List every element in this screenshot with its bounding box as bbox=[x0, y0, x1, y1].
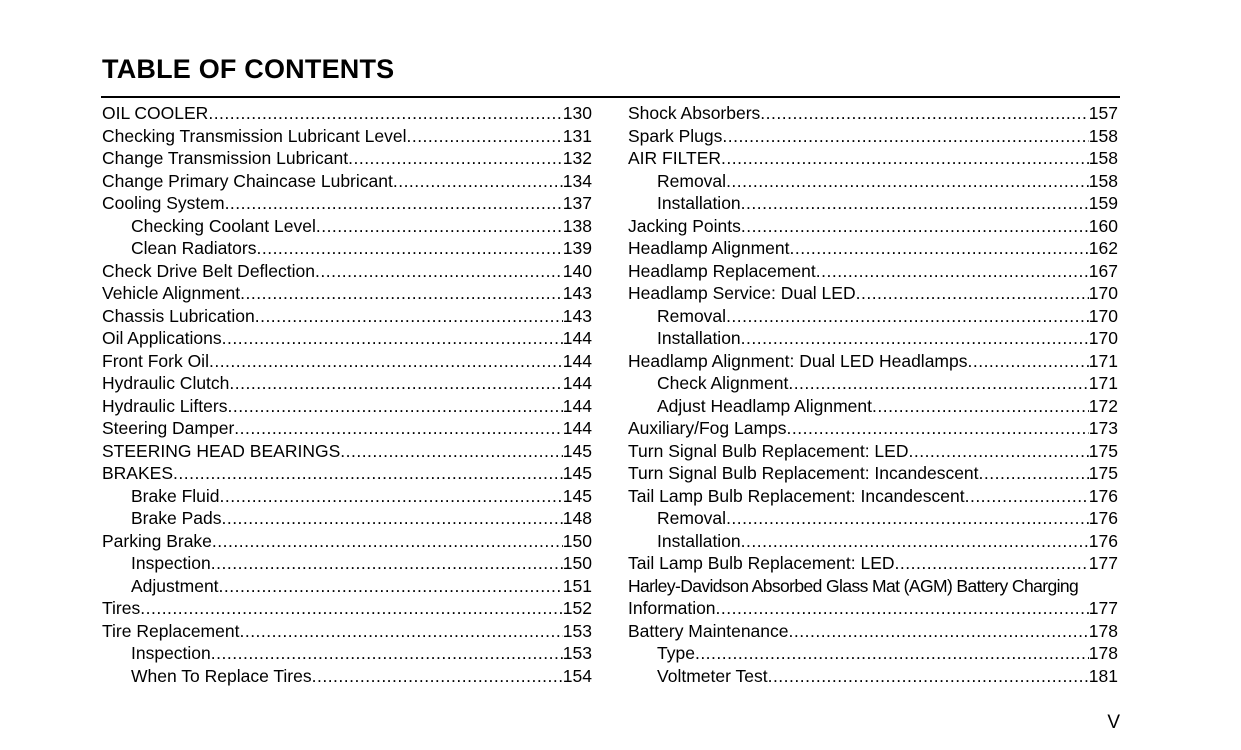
toc-entry-label: Turn Signal Bulb Replacement: LED bbox=[628, 440, 909, 461]
toc-entry-page: 173 bbox=[1088, 418, 1118, 438]
toc-column-right bbox=[628, 102, 1118, 687]
toc-entry-label: Parking Brake bbox=[102, 530, 212, 551]
toc-entry-page: 176 bbox=[1088, 485, 1118, 506]
toc-entry-page: 132 bbox=[562, 148, 592, 168]
dot-leader bbox=[211, 642, 563, 665]
dot-leader bbox=[316, 215, 563, 238]
toc-entry[interactable] bbox=[102, 530, 592, 553]
toc-entry[interactable] bbox=[628, 417, 1118, 440]
toc-entry-page: 144 bbox=[562, 395, 592, 416]
toc-entry[interactable] bbox=[628, 575, 1118, 598]
toc-entry-label: Front Fork Oil bbox=[102, 350, 209, 371]
toc-entry-page: 158 bbox=[1088, 170, 1118, 191]
toc-entry-label: Voltmeter Test bbox=[657, 665, 768, 686]
toc-entry-page: 152 bbox=[562, 598, 592, 618]
toc-entry-label: Adjustment bbox=[131, 575, 219, 596]
toc-entry-label: Adjust Headlamp Alignment bbox=[657, 395, 872, 416]
toc-entry-label: AIR FILTER bbox=[628, 148, 722, 168]
dot-leader bbox=[225, 192, 563, 215]
toc-entry[interactable] bbox=[628, 260, 1118, 283]
dot-leader bbox=[406, 125, 562, 148]
toc-entry-page: 170 bbox=[1088, 283, 1118, 303]
toc-entry-label: Tail Lamp Bulb Replacement: Incandescent bbox=[628, 485, 965, 506]
toc-entry-page: 145 bbox=[562, 463, 592, 483]
toc-entry-label: Jacking Points bbox=[628, 215, 741, 236]
toc-entry-label: Auxiliary/Fog Lamps bbox=[628, 418, 787, 438]
dot-leader bbox=[726, 305, 1089, 328]
toc-entry-page: 134 bbox=[562, 170, 592, 191]
toc-entry[interactable] bbox=[102, 192, 592, 215]
toc-entry-label: Cooling System bbox=[102, 193, 225, 213]
toc-entry-label: Shock Absorbers bbox=[628, 103, 761, 123]
toc-entry[interactable] bbox=[628, 507, 1118, 530]
dot-leader bbox=[716, 597, 1089, 620]
dot-leader bbox=[340, 440, 563, 463]
toc-entry-page: 172 bbox=[1088, 395, 1118, 416]
toc-entry-label: Check Alignment bbox=[657, 373, 789, 393]
dot-leader bbox=[816, 260, 1089, 283]
toc-entry[interactable] bbox=[628, 305, 1118, 328]
toc-column-left bbox=[102, 102, 592, 687]
toc-entry-label: Installation bbox=[657, 530, 741, 551]
toc-entry-page: 130 bbox=[562, 103, 592, 123]
toc-entry-page: 144 bbox=[562, 350, 592, 371]
toc-entry-page: 140 bbox=[562, 260, 592, 281]
dot-leader bbox=[789, 237, 1088, 260]
toc-entry-page: 137 bbox=[562, 193, 592, 213]
toc-entry[interactable] bbox=[628, 552, 1118, 575]
toc-entry[interactable] bbox=[102, 665, 592, 688]
toc-entry-label: Chassis Lubrication bbox=[102, 305, 255, 326]
toc-entry-page: 171 bbox=[1088, 350, 1118, 371]
dot-leader bbox=[212, 530, 563, 553]
toc-entry-label: Brake Fluid bbox=[131, 485, 220, 506]
toc-entry[interactable] bbox=[628, 530, 1118, 553]
dot-leader bbox=[209, 350, 563, 373]
toc-entry-label: Change Transmission Lubricant bbox=[102, 148, 349, 168]
toc-entry-page: 170 bbox=[1088, 328, 1118, 348]
dot-leader bbox=[895, 552, 1089, 575]
toc-entry[interactable] bbox=[628, 597, 1118, 620]
toc-entry[interactable] bbox=[628, 372, 1118, 395]
toc-entry-label: Inspection bbox=[131, 553, 211, 573]
toc-entry-page: 170 bbox=[1088, 305, 1118, 326]
toc-entry-page: 150 bbox=[562, 553, 592, 573]
toc-entry-page: 162 bbox=[1088, 238, 1118, 258]
toc-entry-label: Brake Pads bbox=[131, 508, 222, 528]
toc-entry-page: 177 bbox=[1088, 553, 1118, 573]
toc-entry[interactable] bbox=[102, 417, 592, 440]
toc-entry[interactable] bbox=[102, 350, 592, 373]
dot-leader bbox=[221, 507, 562, 530]
dot-leader bbox=[173, 462, 563, 485]
dot-leader bbox=[741, 192, 1089, 215]
toc-entry-page: 144 bbox=[562, 418, 592, 438]
toc-entry-page: 175 bbox=[1088, 463, 1118, 483]
dot-leader bbox=[741, 215, 1089, 238]
toc-entry-label: Information bbox=[628, 598, 716, 618]
toc-entry-label: Headlamp Alignment: Dual LED Headlamps bbox=[628, 350, 968, 371]
dot-leader bbox=[722, 125, 1088, 148]
dot-leader bbox=[227, 395, 562, 418]
toc-entry-page: 175 bbox=[1088, 440, 1118, 461]
toc-entry[interactable] bbox=[102, 395, 592, 418]
toc-entry-label: BRAKES bbox=[102, 463, 173, 483]
dot-leader bbox=[315, 260, 563, 283]
toc-entry-page: 159 bbox=[1088, 193, 1118, 213]
toc-entry[interactable] bbox=[628, 440, 1118, 463]
dot-leader bbox=[695, 642, 1089, 665]
toc-entry-page: 144 bbox=[562, 328, 592, 348]
toc-entry[interactable] bbox=[102, 102, 592, 125]
dot-leader bbox=[219, 575, 563, 598]
toc-entry-page: 151 bbox=[562, 575, 592, 596]
toc-entry[interactable] bbox=[102, 282, 592, 305]
dot-leader bbox=[741, 530, 1089, 553]
toc-entry-label: Hydraulic Clutch bbox=[102, 373, 230, 393]
dot-leader bbox=[348, 147, 563, 170]
toc-entry-page: 138 bbox=[562, 215, 592, 236]
toc-entry-label: Vehicle Alignment bbox=[102, 283, 241, 303]
dot-leader bbox=[234, 417, 563, 440]
toc-entry-label: Oil Applications bbox=[102, 328, 222, 348]
toc-entry[interactable] bbox=[102, 552, 592, 575]
toc-entry[interactable] bbox=[102, 620, 592, 643]
toc-entry[interactable] bbox=[102, 507, 592, 530]
toc-entry-label: Inspection bbox=[131, 643, 211, 663]
toc-entry[interactable] bbox=[102, 642, 592, 665]
dot-leader bbox=[255, 305, 563, 328]
toc-entry-label: Turn Signal Bulb Replacement: Incandescent bbox=[628, 463, 979, 483]
dot-leader bbox=[741, 327, 1089, 350]
toc-entry[interactable] bbox=[628, 350, 1118, 373]
toc-entry[interactable] bbox=[102, 260, 592, 283]
toc-entry[interactable] bbox=[628, 642, 1118, 665]
dot-leader bbox=[760, 102, 1089, 125]
toc-entry-page: 167 bbox=[1088, 260, 1118, 281]
dot-leader bbox=[239, 620, 562, 643]
dot-leader bbox=[256, 237, 562, 260]
dot-leader bbox=[211, 552, 563, 575]
toc-entry-page: 171 bbox=[1088, 373, 1118, 393]
toc-entry-page: 176 bbox=[1088, 530, 1118, 551]
toc-entry-page: 154 bbox=[562, 665, 592, 686]
toc-entry[interactable] bbox=[628, 215, 1118, 238]
dot-leader bbox=[220, 485, 563, 508]
page-title: TABLE OF CONTENTS bbox=[102, 54, 395, 84]
toc-entry-page: 181 bbox=[1088, 665, 1118, 686]
toc-entry-label: Check Drive Belt Deflection bbox=[102, 260, 315, 281]
toc-entry-page: 157 bbox=[1088, 103, 1118, 123]
dot-leader bbox=[768, 665, 1089, 688]
toc-entry[interactable] bbox=[102, 485, 592, 508]
toc-entry-label: Steering Damper bbox=[102, 418, 235, 438]
toc-entry-page: 160 bbox=[1088, 215, 1118, 236]
dot-leader bbox=[312, 665, 563, 688]
toc-entry-page: 153 bbox=[562, 643, 592, 663]
toc-entry-label: Installation bbox=[657, 193, 741, 213]
toc-entry[interactable] bbox=[102, 440, 592, 463]
toc-entry-page: 131 bbox=[562, 125, 592, 146]
toc-entry[interactable] bbox=[628, 282, 1118, 305]
toc-entry-page: 158 bbox=[1088, 148, 1118, 168]
toc-entry[interactable] bbox=[628, 170, 1118, 193]
dot-leader bbox=[726, 507, 1089, 530]
toc-entry-label: Headlamp Service: Dual LED bbox=[628, 283, 856, 303]
toc-entry[interactable] bbox=[628, 192, 1118, 215]
toc-entry-label: Removal bbox=[657, 305, 727, 326]
dot-leader bbox=[721, 147, 1089, 170]
toc-entry-label: Harley-Davidson Absorbed Glass Mat (AGM) Battery Charging bbox=[628, 575, 1079, 596]
toc-entry-page: 178 bbox=[1088, 643, 1118, 663]
dot-leader bbox=[908, 440, 1088, 463]
dot-leader bbox=[393, 170, 563, 193]
toc-entry[interactable] bbox=[628, 395, 1118, 418]
toc-entry[interactable] bbox=[102, 372, 592, 395]
toc-entry-page: 176 bbox=[1088, 508, 1118, 528]
toc-entry-page: 148 bbox=[562, 508, 592, 528]
toc-entry-label: Change Primary Chaincase Lubricant bbox=[102, 170, 393, 191]
toc-entry-label: OIL COOLER bbox=[102, 103, 209, 123]
toc-entry-page: 144 bbox=[562, 373, 592, 393]
toc-entry-label: Headlamp Alignment bbox=[628, 238, 790, 258]
toc-entry-label: Type bbox=[657, 643, 695, 663]
dot-leader bbox=[229, 372, 562, 395]
toc-entry[interactable] bbox=[628, 125, 1118, 148]
dot-leader bbox=[872, 395, 1089, 418]
toc-entry-label: Hydraulic Lifters bbox=[102, 395, 228, 416]
dot-leader bbox=[856, 282, 1089, 305]
toc-entry-label: Checking Transmission Lubricant Level bbox=[102, 125, 407, 146]
toc-entry[interactable] bbox=[628, 147, 1118, 170]
dot-leader bbox=[140, 597, 563, 620]
page-number: V bbox=[1107, 712, 1120, 733]
dot-leader bbox=[222, 327, 563, 350]
toc-entry-page: 150 bbox=[562, 530, 592, 551]
toc-entry[interactable] bbox=[102, 215, 592, 238]
toc-entry-page: 177 bbox=[1088, 598, 1118, 618]
toc-entry[interactable] bbox=[628, 102, 1118, 125]
toc-entry-label: Battery Maintenance bbox=[628, 620, 789, 641]
toc-entry[interactable] bbox=[628, 620, 1118, 643]
toc-entry[interactable] bbox=[102, 597, 592, 620]
toc-entry-page: 178 bbox=[1088, 620, 1118, 641]
toc-entry-label: Removal bbox=[657, 170, 727, 191]
toc-entry[interactable] bbox=[102, 125, 592, 148]
toc-entry-label: STEERING HEAD BEARINGS bbox=[102, 440, 341, 461]
toc-entry[interactable] bbox=[102, 305, 592, 328]
dot-leader bbox=[726, 170, 1089, 193]
toc-entry-label: Checking Coolant Level bbox=[131, 215, 316, 236]
toc-entry[interactable] bbox=[102, 462, 592, 485]
toc-entry[interactable] bbox=[102, 147, 592, 170]
toc-entry-page: 158 bbox=[1088, 125, 1118, 146]
toc-entry[interactable] bbox=[628, 462, 1118, 485]
toc-entry[interactable] bbox=[102, 237, 592, 260]
toc-entry-page: 153 bbox=[562, 620, 592, 641]
dot-leader bbox=[965, 485, 1089, 508]
toc-entry-page: 139 bbox=[562, 238, 592, 258]
dot-leader bbox=[967, 350, 1088, 373]
toc-entry-label: Tail Lamp Bulb Replacement: LED bbox=[628, 553, 895, 573]
toc-entry-label: Installation bbox=[657, 328, 741, 348]
dot-leader bbox=[789, 620, 1089, 643]
title-rule bbox=[101, 96, 1120, 98]
dot-leader bbox=[240, 282, 563, 305]
toc-entry-label: Clean Radiators bbox=[131, 238, 257, 258]
toc-entry-label: When To Replace Tires bbox=[131, 665, 312, 686]
toc-entry[interactable] bbox=[628, 665, 1118, 688]
toc-entry[interactable] bbox=[102, 170, 592, 193]
toc-entry-page: 143 bbox=[562, 283, 592, 303]
toc-entry[interactable] bbox=[628, 327, 1118, 350]
dot-leader bbox=[979, 462, 1089, 485]
toc-entry-label: Headlamp Replacement bbox=[628, 260, 816, 281]
toc-entry-page: 145 bbox=[562, 440, 592, 461]
toc-entry-label: Tires bbox=[102, 598, 141, 618]
toc-entry-label: Tire Replacement bbox=[102, 620, 240, 641]
toc-entry-page: 143 bbox=[562, 305, 592, 326]
toc-entry-page: 145 bbox=[562, 485, 592, 506]
dot-leader bbox=[787, 417, 1089, 440]
toc-entry[interactable] bbox=[628, 237, 1118, 260]
toc-entry-label: Removal bbox=[657, 508, 727, 528]
toc-entry-label: Spark Plugs bbox=[628, 125, 723, 146]
toc-entry[interactable] bbox=[628, 485, 1118, 508]
dot-leader bbox=[788, 372, 1088, 395]
dot-leader bbox=[208, 102, 562, 125]
toc-entry[interactable] bbox=[102, 327, 592, 350]
toc-entry[interactable] bbox=[102, 575, 592, 598]
